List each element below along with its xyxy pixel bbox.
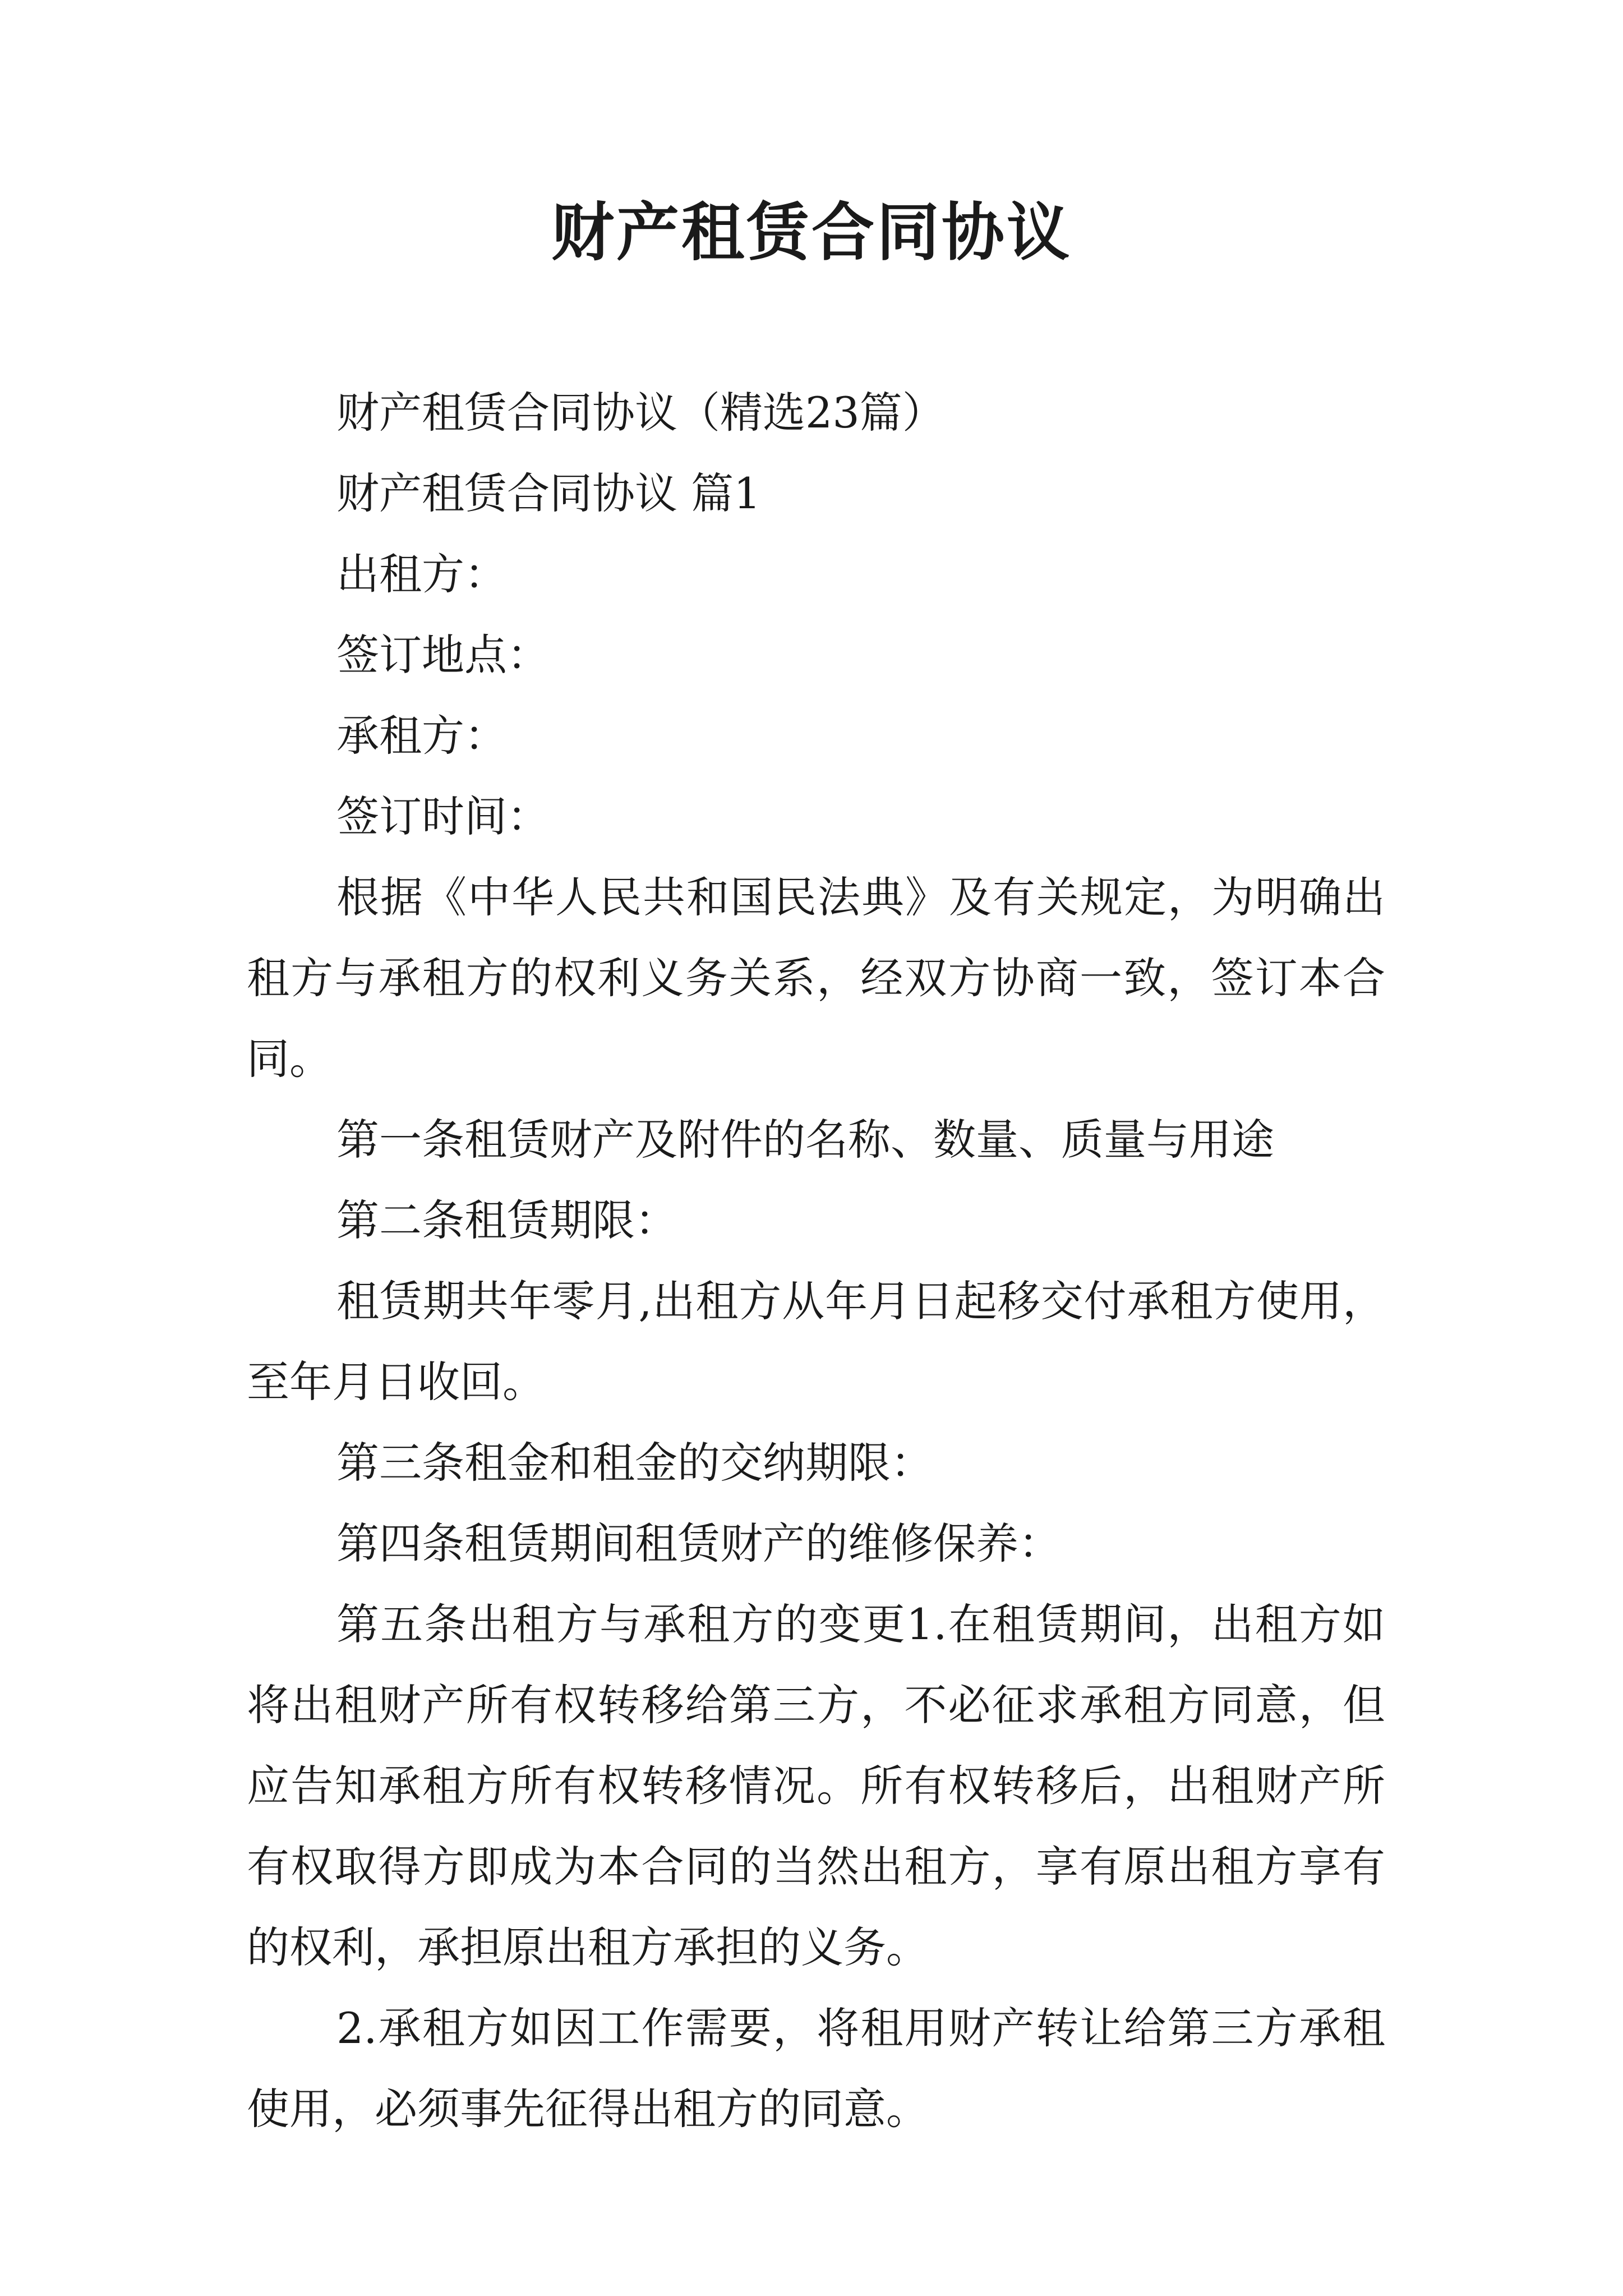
paragraph-signing-place: 签订地点： <box>336 630 550 680</box>
paragraph-heading: 财产租赁合同协议（精选23篇） <box>336 388 945 438</box>
paragraph-item-2: 2.承租方如因工作需要，将租用财产转让给第三方承租使用，必须事先征得出租方的同意。 <box>247 2003 1385 2134</box>
paragraph-signing-time: 签订时间： <box>336 792 550 841</box>
paragraph-subheading: 财产租赁合同协议 篇1 <box>336 468 761 518</box>
paragraph-article-2: 第二条租赁期限： <box>336 1195 677 1245</box>
paragraph-article-4: 第四条租赁期间租赁财产的维修保养： <box>336 1519 1061 1568</box>
paragraph-lessee: 承租方： <box>336 711 507 761</box>
paragraph-article-3: 第三条租金和租金的交纳期限： <box>336 1438 933 1488</box>
paragraph-lease-term: 租赁期共年零月,出租方从年月日起移交付承租方使用，至年月日收回。 <box>247 1276 1385 1407</box>
document-body <box>247 372 1385 2150</box>
paragraph-article-1: 第一条租赁财产及附件的名称、数量、质量与用途 <box>336 1115 1274 1165</box>
document-title: 财产租赁合同协议 <box>551 196 1072 269</box>
paragraph-preamble: 根据《中华人民共和国民法典》及有关规定，为明确出租方与承租方的权利义务关系，经双方协商一致，签订本合同。 <box>247 872 1385 1084</box>
paragraph-lessor: 出租方： <box>336 549 507 599</box>
paragraph-article-5: 第五条出租方与承租方的变更1.在租赁期间，出租方如将出租财产所有权转移给第三方，不必征求承租方同意，但应告知承租方所有权转移情况。所有权转移后，出租财产所有权取得方即成为本合同的当然出租方，享有原出租方享有的权利，承担原出租方承担的义务。 <box>247 1599 1385 1972</box>
